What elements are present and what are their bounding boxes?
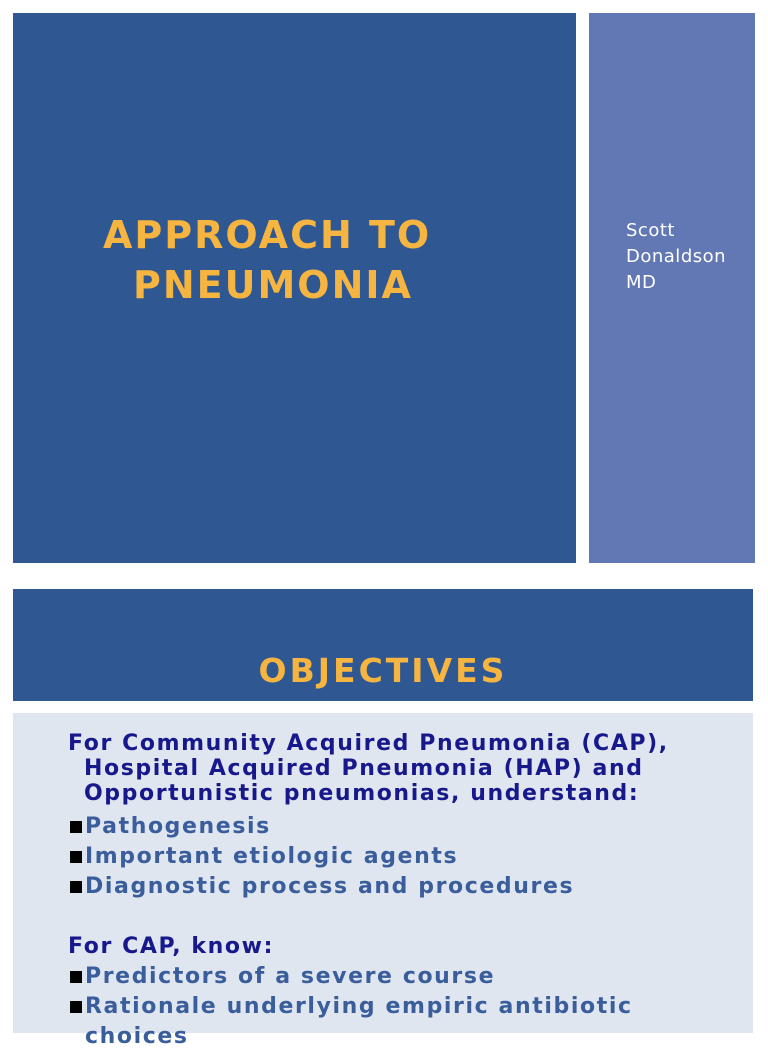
author-line2: Donaldson	[626, 246, 727, 267]
title-slide-side-panel	[589, 13, 755, 563]
list-item	[68, 962, 738, 992]
intro-line2: Hospital Acquired Pneumonia (HAP) and	[84, 756, 644, 781]
list-item	[68, 812, 738, 842]
author-name	[626, 218, 751, 296]
bullet-text: Rationale underlying empiric antibiotic	[85, 994, 633, 1019]
slide-title-line2: PNEUMONIA	[133, 263, 413, 307]
square-bullet-icon	[70, 821, 82, 833]
objectives-header	[13, 589, 753, 701]
slide-title	[103, 210, 503, 310]
intro-line1: For Community Acquired Pneumonia (CAP),	[68, 731, 669, 756]
bullet-text: Diagnostic process and procedures	[85, 874, 575, 899]
list-item	[68, 842, 738, 872]
bullet-text: Pathogenesis	[85, 814, 271, 839]
square-bullet-icon	[70, 1001, 82, 1013]
slide-title-line1: APPROACH TO	[103, 213, 432, 257]
objectives-body	[13, 713, 753, 1049]
list-item	[68, 992, 738, 1052]
objectives-content	[68, 731, 738, 1052]
author-line1: Scott	[626, 220, 675, 241]
square-bullet-icon	[70, 881, 82, 893]
bullet-text: Predictors of a severe course	[85, 964, 496, 989]
author-line3: MD	[626, 272, 657, 293]
list-item	[68, 872, 738, 902]
intro-line3: Opportunistic pneumonias, understand:	[84, 781, 640, 806]
spacer	[68, 902, 738, 932]
objectives-intro	[68, 731, 738, 806]
cap-label: For CAP, know:	[68, 934, 274, 959]
square-bullet-icon	[70, 851, 82, 863]
square-bullet-icon	[70, 971, 82, 983]
title-slide-main-panel	[13, 13, 576, 563]
bullet-text: Important etiologic agents	[85, 844, 459, 869]
objectives-title: OBJECTIVES	[258, 651, 508, 690]
bullet-text-continuation: choices	[85, 1024, 189, 1049]
